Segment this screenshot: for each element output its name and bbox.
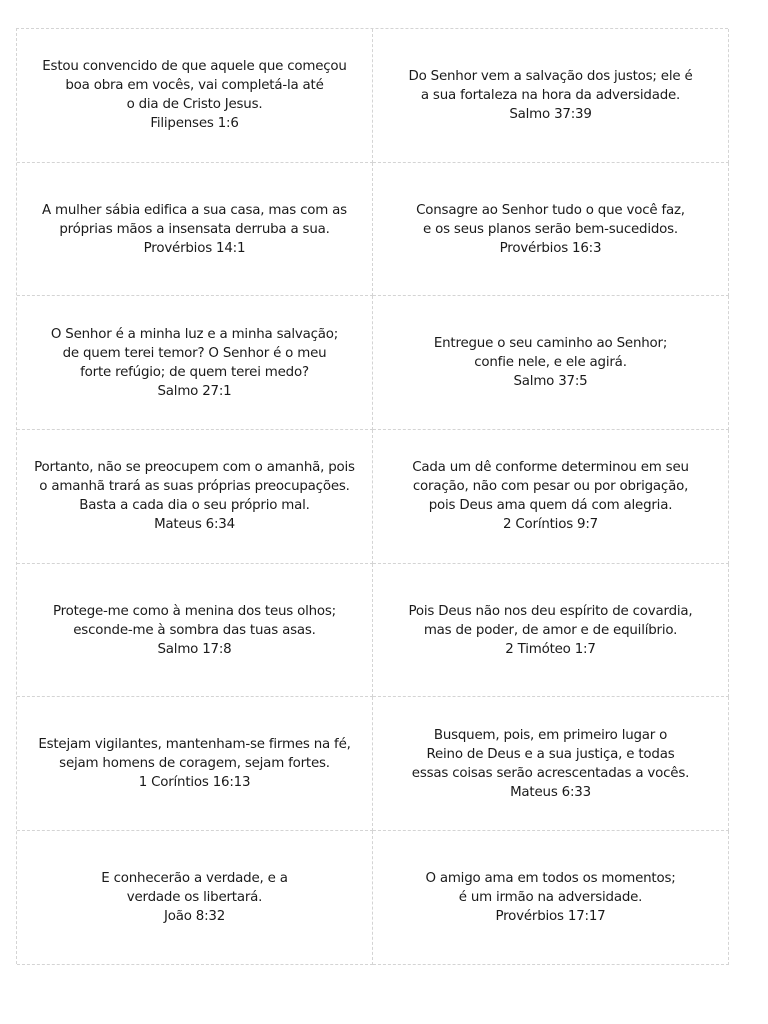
- verse-line: Entregue o seu caminho ao Senhor;: [433, 336, 668, 352]
- verse-line: próprias mãos a insensata derruba a sua.: [59, 221, 330, 237]
- verse-line: essas coisas serão acrescentadas a vocês.: [411, 765, 690, 781]
- verse-line: pois Deus ama quem dá com alegria.: [428, 498, 673, 514]
- verse-line: Do Senhor vem a salvação dos justos; ele é: [408, 68, 693, 84]
- verse-line: E conhecerão a verdade, e a: [101, 870, 288, 886]
- verse-reference: Provérbios 17:17: [495, 908, 606, 924]
- verse-line: forte refúgio; de quem terei medo?: [80, 364, 309, 380]
- verse-line: e os seus planos serão bem-sucedidos.: [423, 221, 678, 237]
- verse-line: Cada um dê conforme determinou em seu: [412, 460, 689, 476]
- verse-line: o amanhã trará as suas próprias preocupações.: [39, 479, 350, 495]
- verse-card-mateus-6-33: [373, 697, 729, 831]
- verse-line: sejam homens de coragem, sejam fortes.: [59, 756, 330, 772]
- verse-card-mateus-6-34: [17, 430, 373, 564]
- verse-line: Pois Deus não nos deu espírito de covardia,: [408, 603, 693, 619]
- verse-line: mas de poder, de amor e de equilíbrio.: [423, 622, 678, 638]
- verse-reference: 1 Coríntios 16:13: [138, 775, 251, 791]
- verse-line: o dia de Cristo Jesus.: [126, 97, 263, 113]
- verse-reference: Salmo 37:39: [509, 106, 592, 122]
- verse-line: de quem terei temor? O Senhor é o meu: [62, 345, 327, 361]
- verse-reference: Mateus 6:33: [510, 784, 591, 800]
- verse-line: é um irmão na adversidade.: [458, 889, 643, 905]
- verse-line: a sua fortaleza na hora da adversidade.: [420, 87, 681, 103]
- verse-reference: Salmo 37:5: [513, 374, 588, 390]
- verse-line: Protege-me como à menina dos teus olhos;: [52, 603, 336, 619]
- verse-card-proverbios-16-3: [373, 163, 729, 297]
- verse-line: O amigo ama em todos os momentos;: [425, 870, 676, 886]
- verse-reference: João 8:32: [163, 908, 226, 924]
- verse-reference: Provérbios 16:3: [499, 240, 602, 256]
- verse-line: confie nele, e ele agirá.: [474, 355, 627, 371]
- verse-line: Consagre ao Senhor tudo o que você faz,: [416, 202, 685, 218]
- verse-line: Basta a cada dia o seu próprio mal.: [79, 498, 310, 514]
- verse-line: esconde-me à sombra das tuas asas.: [73, 622, 316, 638]
- verse-line: A mulher sábia edifica a sua casa, mas com as: [42, 202, 347, 218]
- verse-reference: 2 Timóteo 1:7: [505, 641, 596, 657]
- verse-reference: Salmo 17:8: [157, 641, 232, 657]
- verse-line: Estejam vigilantes, mantenham-se firmes na fé,: [38, 737, 351, 753]
- verse-reference: Filipenses 1:6: [150, 116, 239, 132]
- verse-card-salmo-27-1: [17, 296, 373, 430]
- verse-reference: Provérbios 14:1: [143, 240, 246, 256]
- verse-card-1-corintios-16-13: [17, 697, 373, 831]
- verse-card-2-timoteo-1-7: [373, 564, 729, 698]
- verse-card-proverbios-14-1: [17, 163, 373, 297]
- verse-card-2-corintios-9-7: [373, 430, 729, 564]
- verse-card-filipenses-1-6: [17, 29, 373, 163]
- verse-card-salmo-37-5: [373, 296, 729, 430]
- verse-reference: 2 Coríntios 9:7: [503, 517, 598, 533]
- verse-line: Estou convencido de que aquele que começou: [42, 59, 347, 75]
- verse-line: Reino de Deus e a sua justiça, e todas: [426, 746, 675, 762]
- verse-line: Busquem, pois, em primeiro lugar o: [433, 727, 668, 743]
- verse-reference: Mateus 6:34: [154, 517, 235, 533]
- verse-line: verdade os libertará.: [126, 889, 263, 905]
- verse-reference: Salmo 27:1: [157, 383, 232, 399]
- verse-line: Portanto, não se preocupem com o amanhã, pois: [34, 460, 355, 476]
- verse-line: coração, não com pesar ou por obrigação,: [412, 479, 689, 495]
- verse-line: O Senhor é a minha luz e a minha salvação;: [50, 326, 339, 342]
- verse-cards-sheet: [16, 28, 728, 964]
- verse-card-joao-8-32: [17, 831, 373, 965]
- verse-card-salmo-17-8: [17, 564, 373, 698]
- verse-card-salmo-37-39: [373, 29, 729, 163]
- verse-line: boa obra em vocês, vai completá-la até: [65, 78, 324, 94]
- verse-card-proverbios-17-17: [373, 831, 729, 965]
